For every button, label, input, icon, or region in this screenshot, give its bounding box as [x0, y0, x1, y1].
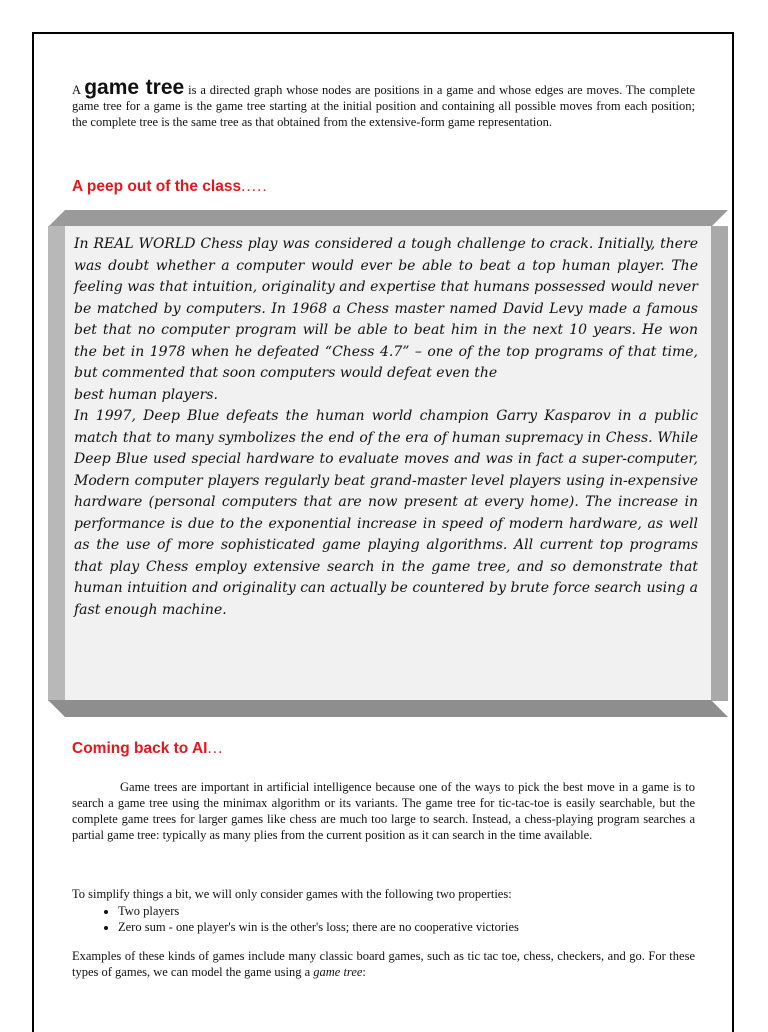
- quote-box-left-bevel: [48, 226, 65, 701]
- properties-list: [72, 903, 519, 935]
- section-heading-ai: [72, 740, 223, 758]
- body-paragraph-3-main: Examples of these kinds of games include many classic board games, such as tic tac toe, chess, checkers, and go. For these types of games, we can model the game using a: [72, 949, 695, 979]
- section-heading-peep-title: A peep out of the class: [72, 178, 242, 195]
- quote-box-bottom-bevel: [48, 700, 728, 717]
- body-paragraph-1: [72, 779, 695, 843]
- body-paragraph-2: [72, 886, 695, 902]
- body-paragraph-3-emphasis: game tree: [313, 965, 363, 979]
- quote-paragraph-2: In 1997, Deep Blue defeats the human world champion Garry Kasparov in a public match that to many symbolizes the end of the era of human supremacy in Chess. While Deep Blue used special hardware to evaluate moves and was in fact a super-computer, Modern computer players regularly beat grand-master level players using in-expensive hardware (personal computers that are now present at every home). The increase in performance is due to the exponential increase in speed of modern hardware, as well as the use of more sophisticated game playing algorithms. All current top programs that play Chess employ extensive search in the game tree, and so demonstrate that human intuition and originality can actually be countered by brute force search using a fast enough machine.: [74, 408, 698, 618]
- list-item: • Zero sum - one player's win is the other's loss; there are no cooperative victories: [118, 919, 519, 935]
- quote-text: [74, 234, 698, 621]
- intro-term: game tree: [84, 76, 185, 99]
- body-paragraph-2-text: To simplify things a bit, we will only consider games with the following two properties:: [72, 887, 512, 901]
- quote-paragraph-1-end: best human players.: [74, 386, 218, 403]
- quote-paragraph-1-text: In REAL WORLD Chess play was considered a tough challenge to crack. Initially, there was doubt whether a computer would ever be able to beat a top human player. The feeling was that intuition, originality and expertise that humans possessed would never be matched by computers. In 1968 a Chess master named David Levy made a famous bet that no computer program will be able to beat him in the next 10 years. He won the bet in 1978 when he defeated “Chess 4.7” – one of the top programs of that time, but commented that soon computers would defeat even the: [74, 236, 698, 381]
- body-paragraph-3: [72, 948, 695, 980]
- intro-text: is a directed graph whose nodes are positions in a game and whose edges are moves. The complete game tree for a game is the game tree starting at the initial position and containing all possible moves from each position; the complete tree is the same tree as that obtained from the extensive-form game representation.: [72, 83, 696, 129]
- body-paragraph-3-text: [72, 948, 695, 980]
- quote-box-top-bevel: [48, 210, 728, 227]
- body-paragraph-1-text: Game trees are important in artificial intelligence because one of the ways to pick the best move in a game is to search a game tree using the minimax algorithm or its variants. The game tree for tic-tac-toe is easily searchable, but the complete game trees for larger games like chess are much too large to search. Instead, a chess-playing program searches a partial game tree: typically as many plies from the current position as it can search in the time available.: [72, 780, 695, 842]
- list-item: • Two players: [118, 903, 519, 919]
- section-heading-ai-dots: ...: [207, 740, 224, 757]
- section-heading-peep-dots: .....: [241, 178, 268, 195]
- intro-lead: A: [72, 83, 81, 97]
- body-paragraph-3-end: :: [362, 965, 366, 979]
- quote-paragraph-1: [74, 234, 698, 406]
- section-heading-ai-title: Coming back to AI: [72, 740, 208, 757]
- quote-box-right-bevel: [711, 226, 728, 701]
- section-heading-peep: [72, 178, 268, 196]
- intro-paragraph: [72, 76, 696, 130]
